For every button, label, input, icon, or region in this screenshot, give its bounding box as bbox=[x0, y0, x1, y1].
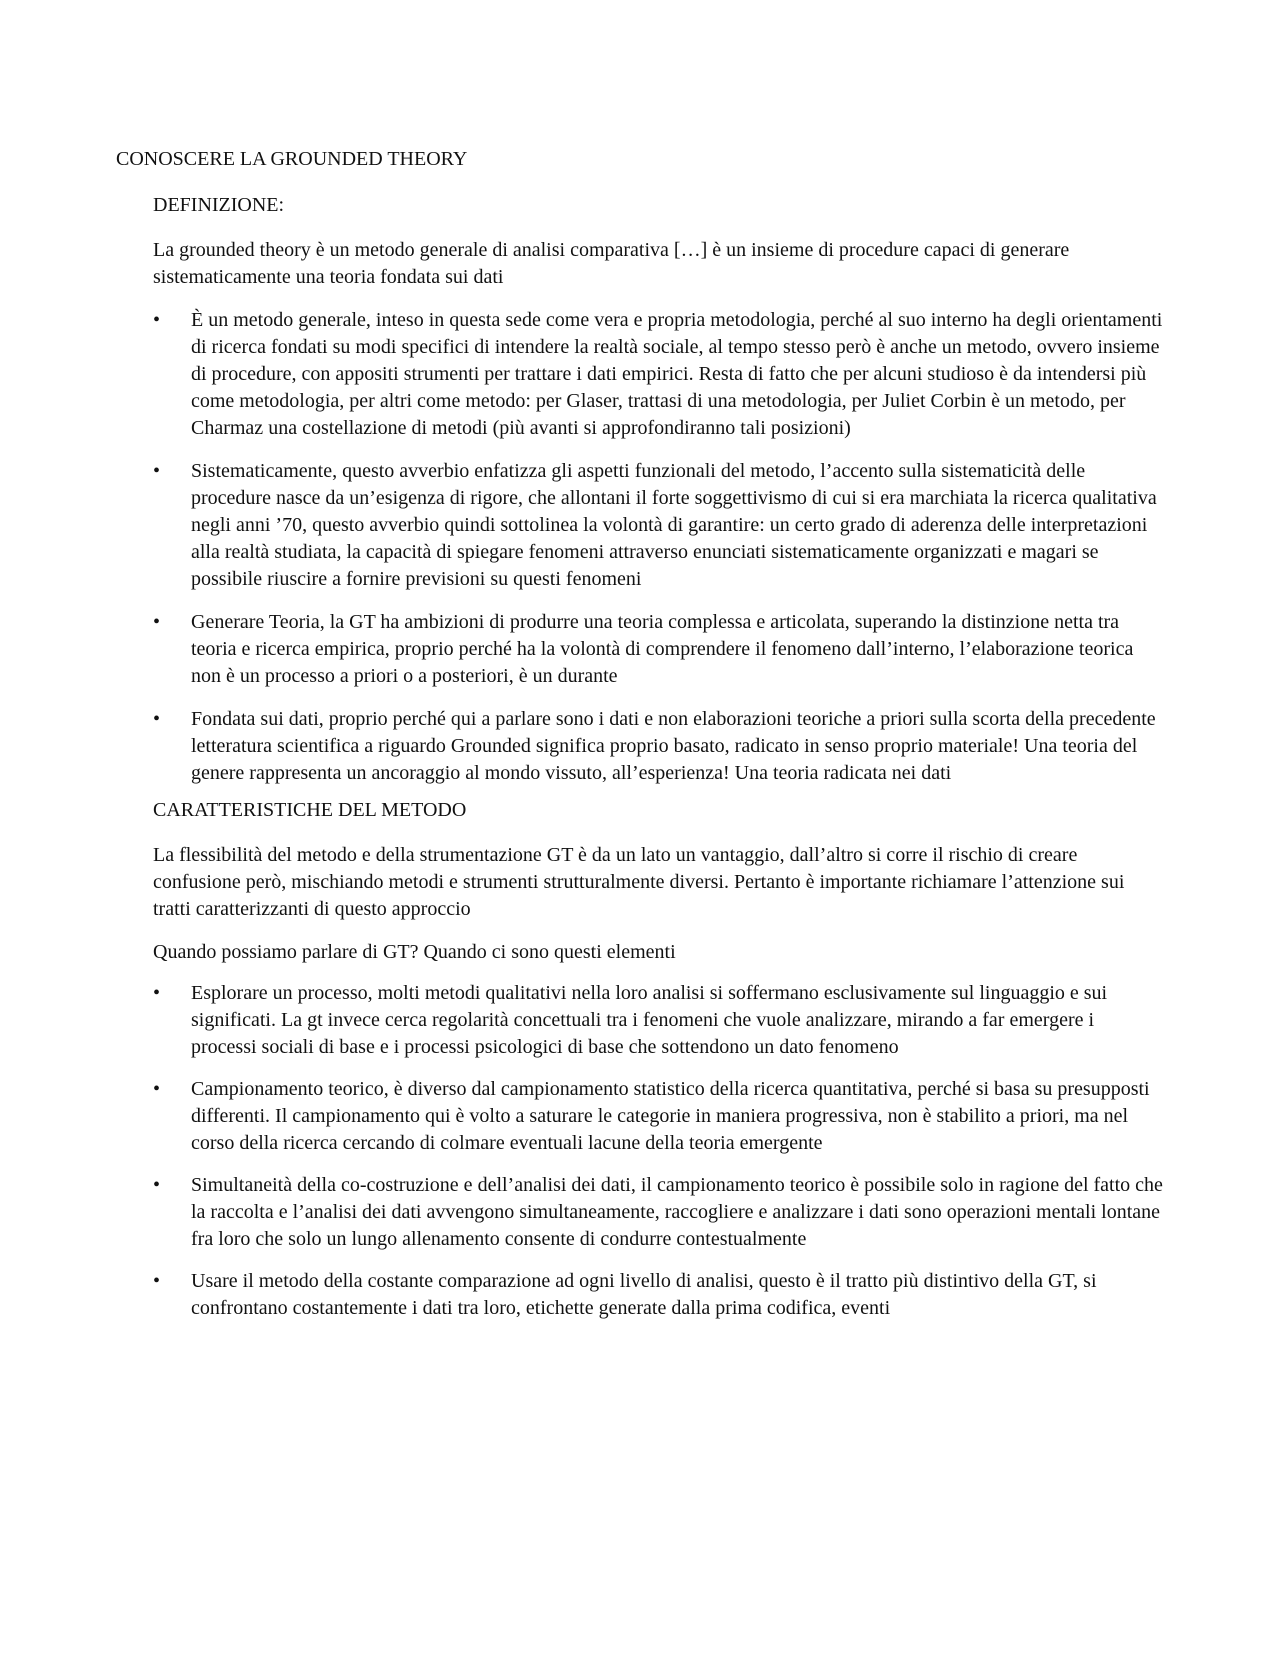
definition-paragraph: La grounded theory è un metodo generale di analisi comparativa […] è un insieme di procedure capaci di generare sistematicamente una teoria fondata sui dati bbox=[153, 239, 1070, 288]
list-item-text: È un metodo generale, inteso in questa sede come vera e propria metodologia, perché al suo interno ha degli orientamenti di ricerca fondati su modi specifici di intendere la realtà sociale, al tempo stesso però è anche un metodo, ovvero insieme di procedure, con appositi strumenti per trattare i dati empirici. Resta di fatto che per alcuni studioso è da intendersi più come metodologia, per altri come metodo: per Glaser, trattasi di una metodologia, per Juliet Corbin è un metodo, per Charmaz una costellazione di metodi (più avanti si approfondiranno tali posizioni) bbox=[191, 309, 1163, 439]
list-item bbox=[153, 609, 1163, 690]
characteristics-paragraph: La flessibilità del metodo e della strumentazione GT è da un lato un vantaggio, dall’altro si corre il rischio di creare confusione però, mischiando metodi e strumenti strutturalmente diversi. Pertanto è importante richiamare l’attenzione sui tratti caratterizzanti di questo approccio bbox=[153, 844, 1125, 920]
section-heading-definizione: DEFINIZIONE: bbox=[153, 194, 285, 216]
question-paragraph: Quando possiamo parlare di GT? Quando ci sono questi elementi bbox=[153, 941, 676, 963]
bullet-icon: • bbox=[153, 460, 161, 482]
document-body bbox=[153, 192, 1163, 1337]
list-item bbox=[153, 307, 1163, 442]
characteristics-bullet-list bbox=[153, 980, 1163, 1322]
list-item bbox=[153, 1076, 1163, 1157]
list-item-text: Simultaneità della co-costruzione e dell’analisi dei dati, il campionamento teorico è possibile solo in ragione del fatto che la raccolta e l’analisi dei dati avvengono simultaneamente, raccogliere e analizzare i dati sono operazioni mentali lontane fra loro che solo un lungo allenamento consente di condurre contestualmente bbox=[191, 1174, 1163, 1250]
bullet-icon: • bbox=[153, 611, 161, 633]
list-item-text: Fondata sui dati, proprio perché qui a parlare sono i dati e non elaborazioni teoriche a priori sulla scorta della precedente letteratura scientifica a riguardo Grounded significa proprio basato, radicato in senso proprio materiale! Una teoria del genere rappresenta un ancoraggio al mondo vissuto, all’esperienza! Una teoria radicata nei dati bbox=[191, 708, 1156, 784]
section-heading-caratteristiche: CARATTERISTICHE DEL METODO bbox=[153, 799, 467, 821]
bullet-icon: • bbox=[153, 708, 161, 730]
bullet-icon: • bbox=[153, 309, 161, 331]
document-title: CONOSCERE LA GROUNDED THEORY bbox=[116, 148, 468, 170]
bullet-icon: • bbox=[153, 1174, 161, 1196]
list-item bbox=[153, 980, 1163, 1061]
list-item-text: Sistematicamente, questo avverbio enfatizza gli aspetti funzionali del metodo, l’accento sulla sistematicità delle procedure nasce da un’esigenza di rigore, che allontani il forte soggettivismo di cui si era marchiata la ricerca qualitativa negli anni ’70, questo avverbio quindi sottolinea la volontà di garantire: un certo grado di aderenza delle interpretazioni alla realtà studiata, la capacità di spiegare fenomeni attraverso enunciati sistematicamente organizzati e magari se possibile riuscire a fornire previsioni su questi fenomeni bbox=[191, 460, 1157, 590]
list-item bbox=[153, 706, 1163, 787]
list-item-text: Campionamento teorico, è diverso dal campionamento statistico della ricerca quantitativa, perché si basa su presupposti differenti. Il campionamento qui è volto a saturare le categorie in maniera progressiva, non è stabilito a priori, ma nel corso della ricerca cercando di colmare eventuali lacune della teoria emergente bbox=[191, 1078, 1150, 1154]
list-item bbox=[153, 1268, 1163, 1322]
list-item-text: Esplorare un processo, molti metodi qualitativi nella loro analisi si soffermano esclusivamente sul linguaggio e sui significati. La gt invece cerca regolarità concettuali tra i fenomeni che vuole analizzare, mirando a far emergere i processi sociali di base e i processi psicologici di base che sottendono un dato fenomeno bbox=[191, 982, 1108, 1058]
bullet-icon: • bbox=[153, 1270, 161, 1292]
list-item bbox=[153, 458, 1163, 593]
definition-bullet-list bbox=[153, 307, 1163, 787]
bullet-icon: • bbox=[153, 982, 161, 1004]
list-item-text: Usare il metodo della costante comparazione ad ogni livello di analisi, questo è il tratto più distintivo della GT, si confrontano costantemente i dati tra loro, etichette generate dalla prima codifica, eventi bbox=[191, 1270, 1097, 1319]
list-item bbox=[153, 1172, 1163, 1253]
bullet-icon: • bbox=[153, 1078, 161, 1100]
list-item-text: Generare Teoria, la GT ha ambizioni di produrre una teoria complessa e articolata, superando la distinzione netta tra teoria e ricerca empirica, proprio perché ha la volontà di comprendere il fenomeno dall’interno, l’elaborazione teorica non è un processo a priori o a posteriori, è un durante bbox=[191, 611, 1134, 687]
